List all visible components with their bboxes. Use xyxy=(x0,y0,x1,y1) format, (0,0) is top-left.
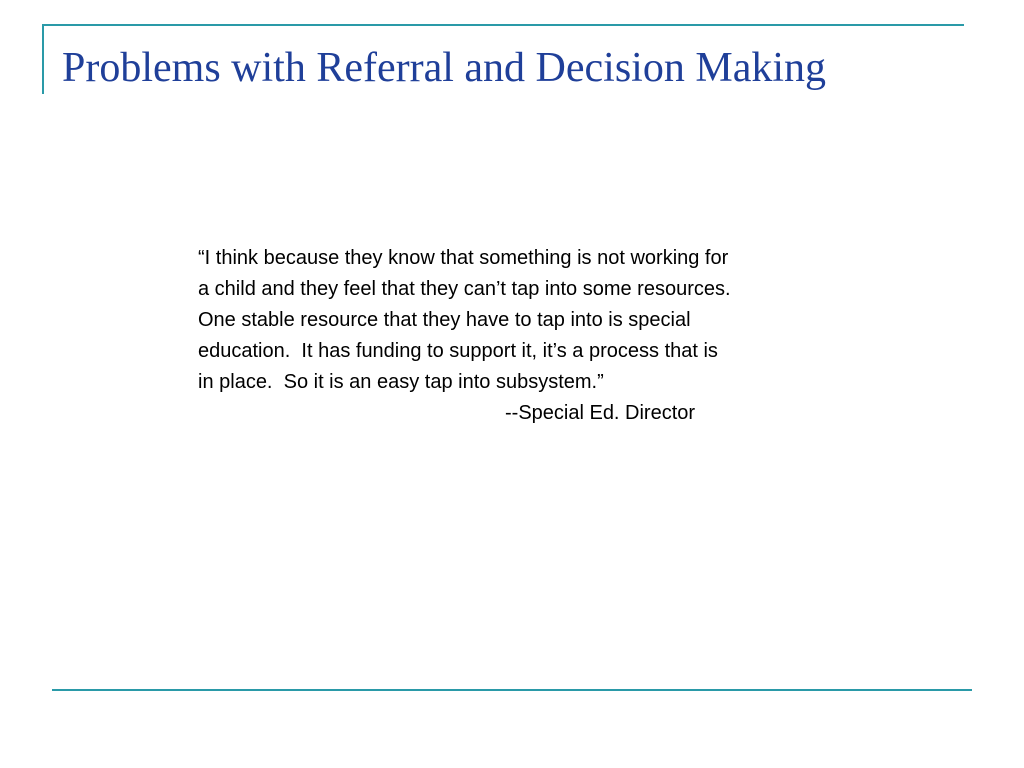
quote-attribution: --Special Ed. Director xyxy=(505,402,696,424)
quote-line-3: One stable resource that they have to tap into is special xyxy=(198,309,691,331)
quote-line-4: education. It has funding to support it, it’s a process that is xyxy=(198,340,718,362)
bottom-divider-line xyxy=(52,689,972,691)
quote-block xyxy=(198,243,898,429)
quote-line-2: a child and they feel that they can’t tap into some resources. xyxy=(198,278,731,300)
title-accent-horizontal-line xyxy=(42,24,964,26)
slide-title: Problems with Referral and Decision Making xyxy=(62,45,826,91)
title-accent-vertical-line xyxy=(42,24,44,94)
quote-line-5: in place. So it is an easy tap into subsystem.” xyxy=(198,371,604,393)
quote-line-1: “I think because they know that something is not working for xyxy=(198,247,729,269)
